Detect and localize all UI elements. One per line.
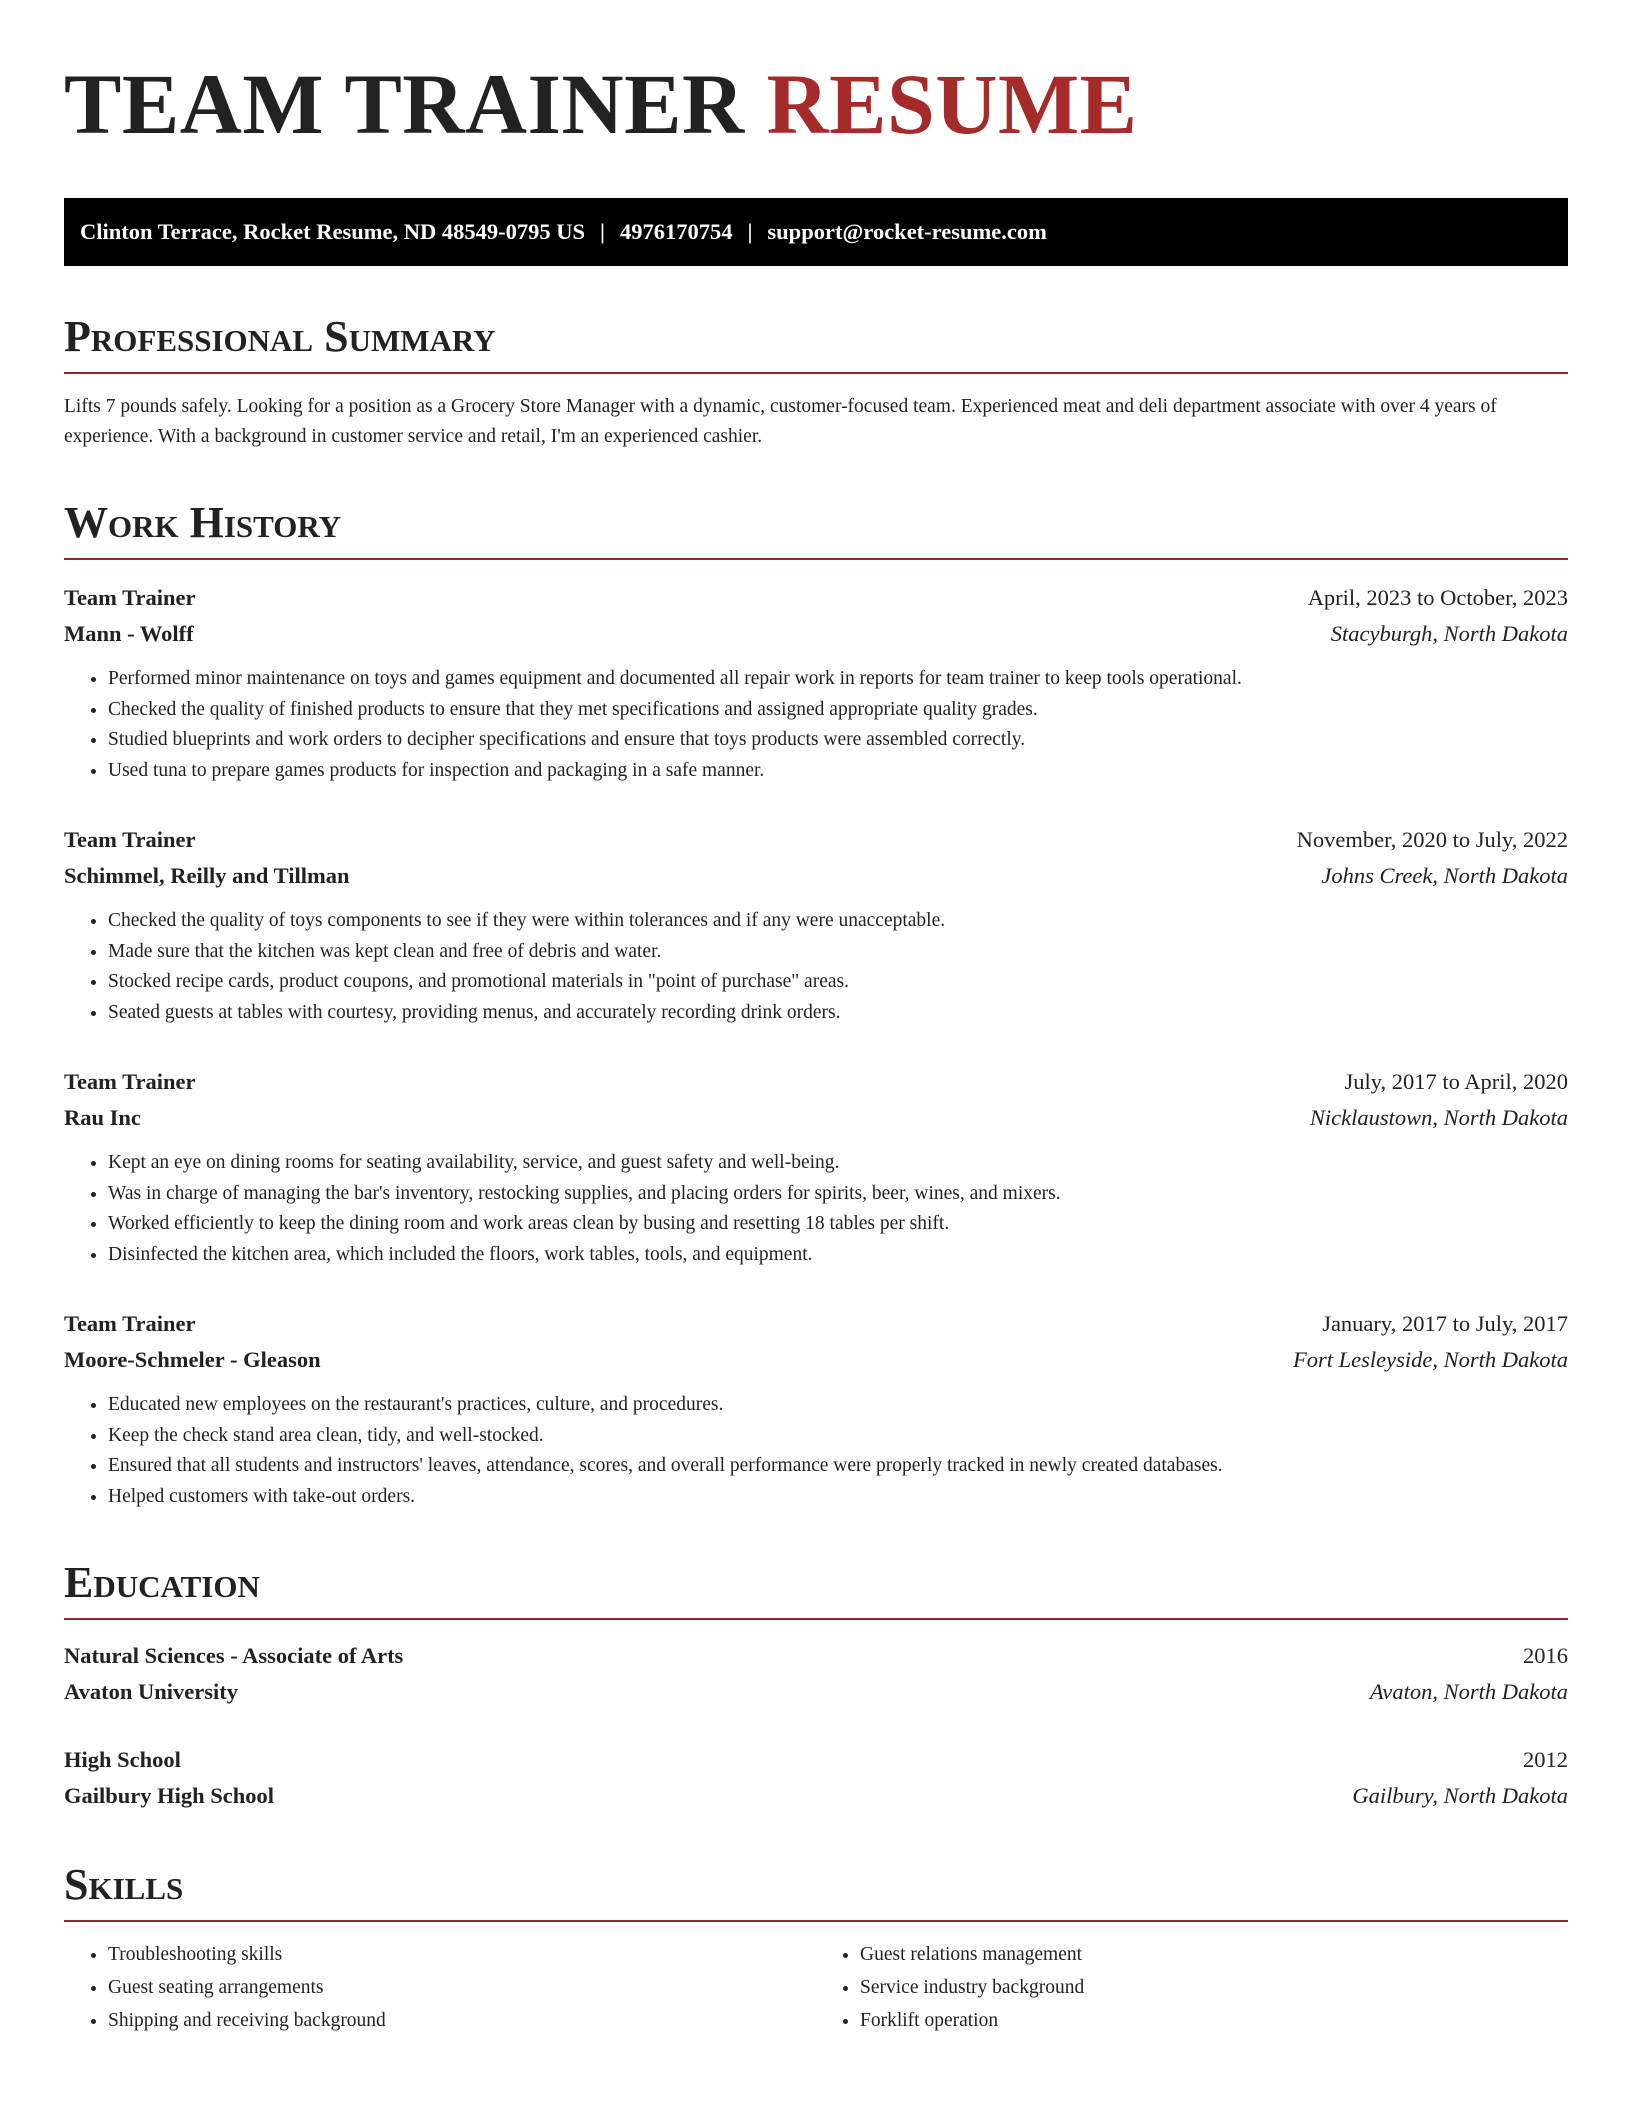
list-item: • Worked efficiently to keep the dining room and work areas clean by busing and resetting 18 tables per shift. bbox=[108, 1209, 1568, 1240]
list-item: • Stocked recipe cards, product coupons, and promotional materials in "point of purchase" areas. bbox=[108, 967, 1568, 998]
job-dates: July, 2017 to April, 2020 bbox=[1344, 1069, 1568, 1094]
contact-separator: | bbox=[747, 219, 753, 244]
job-dates: April, 2023 to October, 2023 bbox=[1307, 585, 1568, 610]
job-title: Team Trainer bbox=[64, 1311, 196, 1336]
title-accent: RESUME bbox=[766, 56, 1138, 152]
education-school: Gailbury High School bbox=[64, 1783, 275, 1808]
job-company: Schimmel, Reilly and Tillman bbox=[64, 863, 350, 888]
education-year: 2012 bbox=[1523, 1747, 1568, 1772]
list-item: • Checked the quality of toys components to see if they were within tolerances and if any were unacceptable. bbox=[108, 906, 1568, 937]
list-item: • Used tuna to prepare games products for inspection and packaging in a safe manner. bbox=[108, 756, 1568, 787]
list-item: • Made sure that the kitchen was kept clean and free of debris and water. bbox=[108, 937, 1568, 968]
job-company: Moore-Schmeler - Gleason bbox=[64, 1347, 321, 1372]
education-degree: High School bbox=[64, 1747, 181, 1772]
job-entry bbox=[64, 1064, 1568, 1270]
summary-heading: Professional Summary bbox=[64, 312, 1568, 374]
list-item: • Helped customers with take-out orders. bbox=[108, 1482, 1568, 1513]
job-bullets bbox=[64, 1148, 1568, 1270]
education-school-row bbox=[64, 1674, 1568, 1710]
education-location: Avaton, North Dakota bbox=[1369, 1679, 1568, 1704]
job-location: Nicklaustown, North Dakota bbox=[1309, 1105, 1568, 1130]
work-history-section bbox=[64, 498, 1568, 1512]
contact-phone: 4976170754 bbox=[619, 219, 733, 244]
job-header-row bbox=[64, 822, 1568, 858]
education-heading: Education bbox=[64, 1558, 1568, 1620]
job-location: Johns Creek, North Dakota bbox=[1321, 863, 1568, 888]
skills-grid bbox=[64, 1938, 1568, 2037]
job-company-row bbox=[64, 858, 1568, 894]
skill-item: • Troubleshooting skills bbox=[108, 1938, 816, 1971]
job-location: Stacyburgh, North Dakota bbox=[1330, 621, 1568, 646]
summary-section bbox=[64, 312, 1568, 452]
job-title: Team Trainer bbox=[64, 585, 196, 610]
education-school: Avaton University bbox=[64, 1679, 238, 1704]
list-item: • Educated new employees on the restaurant's practices, culture, and procedures. bbox=[108, 1390, 1568, 1421]
job-company: Mann - Wolff bbox=[64, 621, 194, 646]
job-header-row bbox=[64, 1306, 1568, 1342]
job-entry bbox=[64, 580, 1568, 786]
job-bullets bbox=[64, 1390, 1568, 1512]
job-company-row bbox=[64, 1342, 1568, 1378]
list-item: • Performed minor maintenance on toys and games equipment and documented all repair work in reports for team trainer to keep tools operational. bbox=[108, 664, 1568, 695]
job-bullets bbox=[64, 664, 1568, 786]
resume-title bbox=[64, 58, 1568, 150]
job-title: Team Trainer bbox=[64, 827, 196, 852]
job-company-row bbox=[64, 1100, 1568, 1136]
list-item: • Kept an eye on dining rooms for seating availability, service, and guest safety and well-being. bbox=[108, 1148, 1568, 1179]
list-item: • Disinfected the kitchen area, which included the floors, work tables, tools, and equipment. bbox=[108, 1240, 1568, 1271]
job-company: Rau Inc bbox=[64, 1105, 141, 1130]
job-dates: January, 2017 to July, 2017 bbox=[1322, 1311, 1568, 1336]
skills-column-left bbox=[64, 1938, 816, 2037]
list-item: • Ensured that all students and instructors' leaves, attendance, scores, and overall performance were properly tracked in newly created databases. bbox=[108, 1451, 1568, 1482]
contact-email: support@rocket-resume.com bbox=[767, 219, 1047, 244]
education-year: 2016 bbox=[1523, 1643, 1568, 1668]
contact-separator: | bbox=[599, 219, 605, 244]
education-degree: Natural Sciences - Associate of Arts bbox=[64, 1643, 404, 1668]
skill-item: • Forklift operation bbox=[860, 2004, 1568, 2037]
education-header-row bbox=[64, 1638, 1568, 1674]
skills-column-right bbox=[816, 1938, 1568, 2037]
skill-item: • Guest seating arrangements bbox=[108, 1971, 816, 2004]
skill-item: • Guest relations management bbox=[860, 1938, 1568, 1971]
list-item: • Was in charge of managing the bar's inventory, restocking supplies, and placing orders for spirits, beer, wines, and mixers. bbox=[108, 1179, 1568, 1210]
education-header-row bbox=[64, 1742, 1568, 1778]
job-title: Team Trainer bbox=[64, 1069, 196, 1094]
list-item: • Checked the quality of finished products to ensure that they met specifications and assigned appropriate quality grades. bbox=[108, 695, 1568, 726]
list-item: • Studied blueprints and work orders to decipher specifications and ensure that toys products were assembled correctly. bbox=[108, 725, 1568, 756]
job-company-row bbox=[64, 616, 1568, 652]
contact-bar bbox=[64, 198, 1568, 266]
title-main: TEAM TRAINER bbox=[64, 56, 745, 152]
list-item: • Seated guests at tables with courtesy, providing menus, and accurately recording drink orders. bbox=[108, 998, 1568, 1029]
education-entry bbox=[64, 1638, 1568, 1710]
job-dates: November, 2020 to July, 2022 bbox=[1296, 827, 1568, 852]
education-school-row bbox=[64, 1778, 1568, 1814]
list-item: • Keep the check stand area clean, tidy, and well-stocked. bbox=[108, 1421, 1568, 1452]
education-section bbox=[64, 1558, 1568, 1814]
work-history-heading: Work History bbox=[64, 498, 1568, 560]
job-entry bbox=[64, 822, 1568, 1028]
job-bullets bbox=[64, 906, 1568, 1028]
contact-address: Clinton Terrace, Rocket Resume, ND 48549-0795 US bbox=[80, 219, 585, 244]
job-location: Fort Lesleyside, North Dakota bbox=[1293, 1347, 1568, 1372]
job-header-row bbox=[64, 1064, 1568, 1100]
skills-section bbox=[64, 1860, 1568, 2037]
skills-heading: Skills bbox=[64, 1860, 1568, 1922]
skill-item: • Service industry background bbox=[860, 1971, 1568, 2004]
job-entry bbox=[64, 1306, 1568, 1512]
education-location: Gailbury, North Dakota bbox=[1352, 1783, 1568, 1808]
education-entry bbox=[64, 1742, 1568, 1814]
summary-text: Lifts 7 pounds safely. Looking for a position as a Grocery Store Manager with a dynamic, customer-focused team. Experienced meat and deli department associate with over 4 years of experience. With a background in customer service and retail, I'm an experienced cashier. bbox=[64, 396, 1497, 447]
skill-item: • Shipping and receiving background bbox=[108, 2004, 816, 2037]
job-header-row bbox=[64, 580, 1568, 616]
